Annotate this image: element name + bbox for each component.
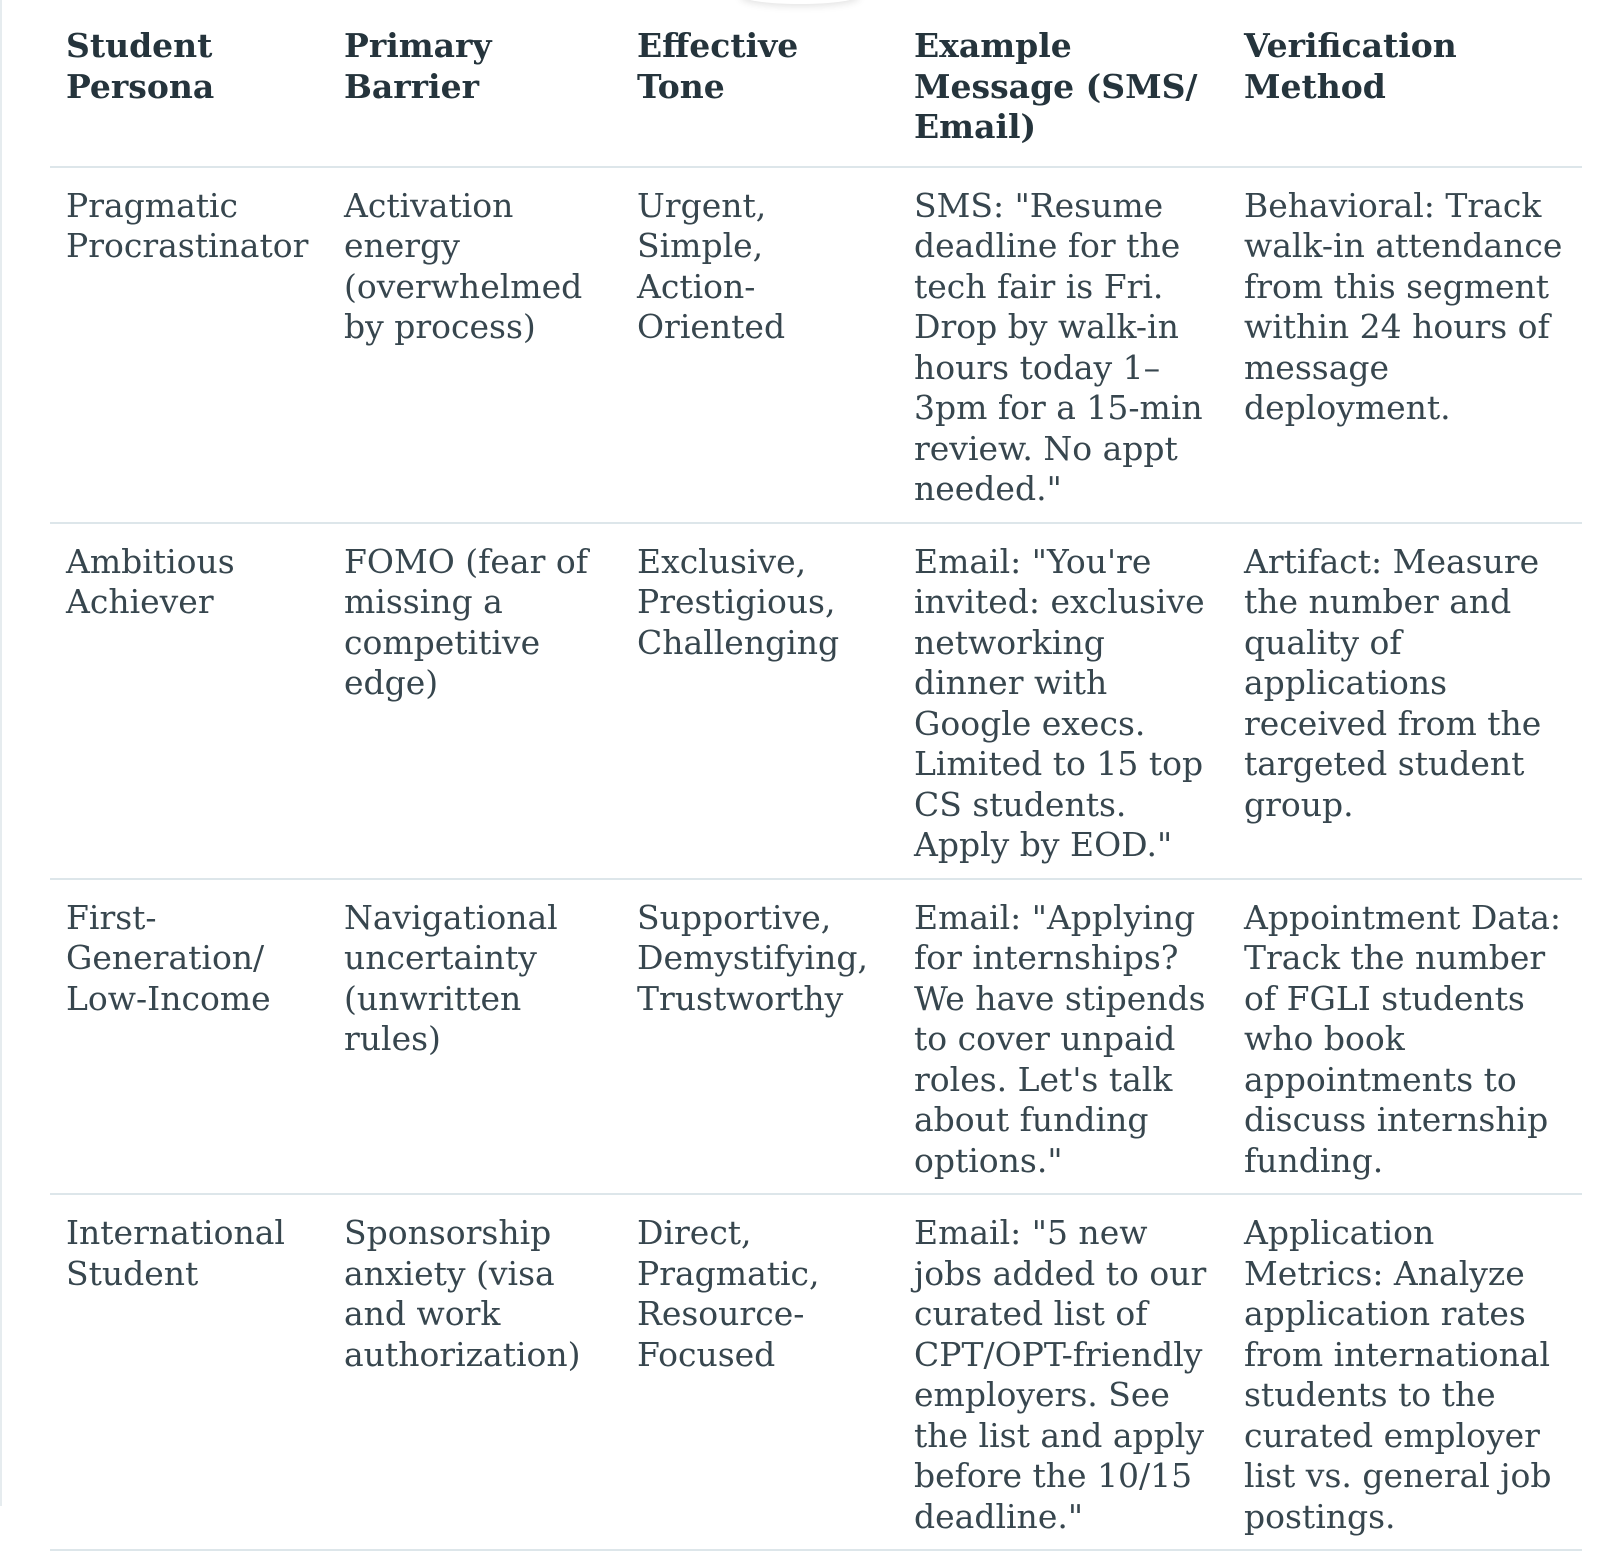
table-row [50,523,1582,879]
header-example-message: Example Message (SMS/ Email) [898,22,1228,167]
header-verification-method: Verification Method [1228,22,1582,167]
top-shadow-decoration [740,0,860,4]
cell-persona: Pragmatic Procrastinator [50,167,328,523]
table-body [50,167,1582,1551]
cell-verification: Application Metrics: Analyze application rates from international students to the curated employer list vs. general job postings. [1228,1194,1582,1550]
cell-barrier: Sponsorship anxiety (visa and work authorization) [328,1194,621,1550]
cell-tone: Exclusive, Prestigious, Challenging [621,523,898,879]
cell-verification: Appointment Data: Track the number of FGLI students who book appointments to discuss internship funding. [1228,879,1582,1195]
cell-verification: Artifact: Measure the number and quality of applications received from the targeted student group. [1228,523,1582,879]
cell-barrier: Activation energy (overwhelmed by process) [328,167,621,523]
cell-tone: Urgent, Simple, Action-Oriented [621,167,898,523]
cell-message: SMS: "Resume deadline for the tech fair is Fri. Drop by walk-in hours today 1–3pm for a 15-min review. No appt needed." [898,167,1228,523]
cell-barrier: Navigational uncertainty (unwritten rules) [328,879,621,1195]
cell-persona: First-Generation/ Low-Income [50,879,328,1195]
table-row [50,879,1582,1195]
cell-barrier: FOMO (fear of missing a competitive edge) [328,523,621,879]
cell-tone: Direct, Pragmatic, Resource-Focused [621,1194,898,1550]
cell-verification: Behavioral: Track walk-in attendance from this segment within 24 hours of message deployment. [1228,167,1582,523]
cell-persona: International Student [50,1194,328,1550]
cell-persona: Ambitious Achiever [50,523,328,879]
header-row [50,22,1582,167]
left-border [0,0,2,1506]
table-header [50,22,1582,167]
persona-messaging-table [50,22,1582,1551]
header-effective-tone: Effective Tone [621,22,898,167]
table-row [50,1194,1582,1550]
header-primary-barrier: Primary Barrier [328,22,621,167]
table-row [50,167,1582,523]
header-student-persona: Student Persona [50,22,328,167]
cell-message: Email: "5 new jobs added to our curated list of CPT/OPT-friendly employers. See the list and apply before the 10/15 deadline." [898,1194,1228,1550]
cell-message: Email: "You're invited: exclusive networking dinner with Google execs. Limited to 15 top CS students. Apply by EOD." [898,523,1228,879]
cell-tone: Supportive, Demystifying, Trustworthy [621,879,898,1195]
cell-message: Email: "Applying for internships? We have stipends to cover unpaid roles. Let's talk about funding options." [898,879,1228,1195]
